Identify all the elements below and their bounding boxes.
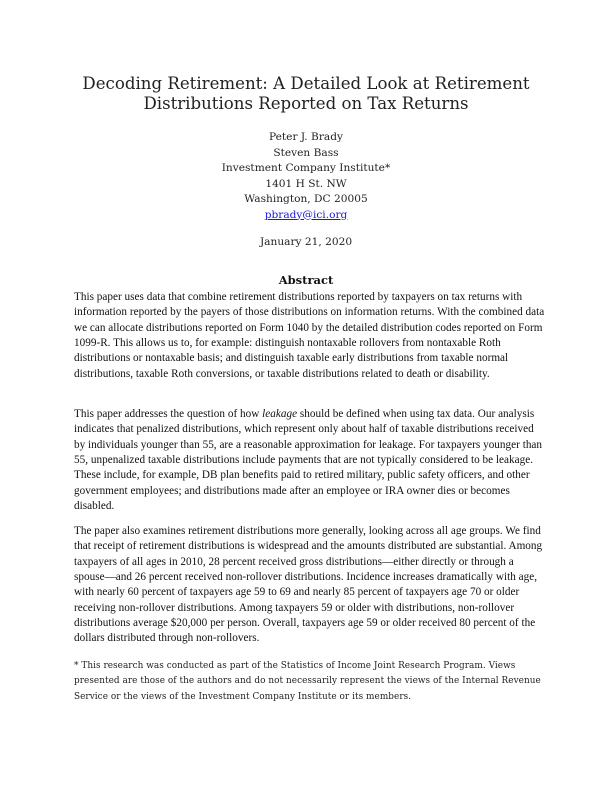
emphasized-term: leakage (262, 408, 298, 420)
author-block (100, 130, 512, 223)
abstract-paragraph-1: This paper uses data that combine retirement distributions reported by taxpayers on tax returns with information reported by the payers of those distributions on information returns. With the combined data we can allocate distributions reported on Form 1040 by the detailed distribution codes reported on Form 1099-R. This allows us to, for example: distinguish nontaxable rollovers from nontaxable Roth distributions or nontaxable basis; and distinguish taxable early distributions from taxable normal distributions, taxable Roth conversions, or taxable distributions related to death or disability. (74, 291, 545, 380)
paragraph-text: should be defined when using tax data. Our analysis indicates that penalized distributions, which represent only about half of taxable distributions received by individuals younger than 55, are a reasonable approximation for leakage. For taxpayers younger than 55, unpenalized taxable distributions include payments that are not typically considered to be leakage. These include, for example, DB plan benefits paid to retired military, public safety officers, and other government employees; and distributions made after an employee or IRA owner dies or becomes disabled. (74, 408, 543, 513)
address-line: 1401 H St. NW (265, 177, 347, 190)
author-name: Peter J. Brady (269, 131, 343, 143)
abstract-paragraph-3: The paper also examines retirement distributions more generally, looking across all age groups. We find that receipt of retirement distributions is widespread and the amounts distributed are substantial. Among taxpayers of all ages in 2010, 28 percent received gross distributions—either directly or through a spouse—and 26 percent received non-rollover distributions. Incidence increases dramatically with age, with nearly 60 percent of taxpayers age 59 to 69 and nearly 85 percent of taxpayers age 70 or older receiving non-rollover distributions. Among taxpayers 59 or older with distributions, non-rollover distributions average $20,000 per person. Overall, taxpayers age 59 or older received 80 percent of the dollars distributed through non-rollovers. (74, 525, 543, 645)
abstract-heading: Abstract (278, 273, 334, 287)
paper-title-line-2: Distributions Reported on Tax Returns (143, 94, 469, 113)
abstract-paragraph-2 (74, 407, 546, 514)
paper-date: January 21, 2020 (259, 236, 353, 248)
email-link[interactable]: pbrady@ici.org (264, 208, 348, 221)
author-name: Steven Bass (273, 146, 339, 159)
affiliation: Investment Company Institute* (221, 162, 391, 174)
paper-title-line-1: Decoding Retirement: A Detailed Look at Retirement (82, 74, 530, 93)
paragraph-text: This paper addresses the question of how (74, 408, 263, 420)
address-line: Washington, DC 20005 (244, 193, 368, 205)
paper-title (60, 74, 552, 114)
footnote: * This research was conducted as part of the Statistics of Income Joint Research Program. Views presented are those of the authors and do not necessarily represent the views of the Internal Revenue Service or the views of the Investment Company Institute or its members. (74, 661, 541, 702)
